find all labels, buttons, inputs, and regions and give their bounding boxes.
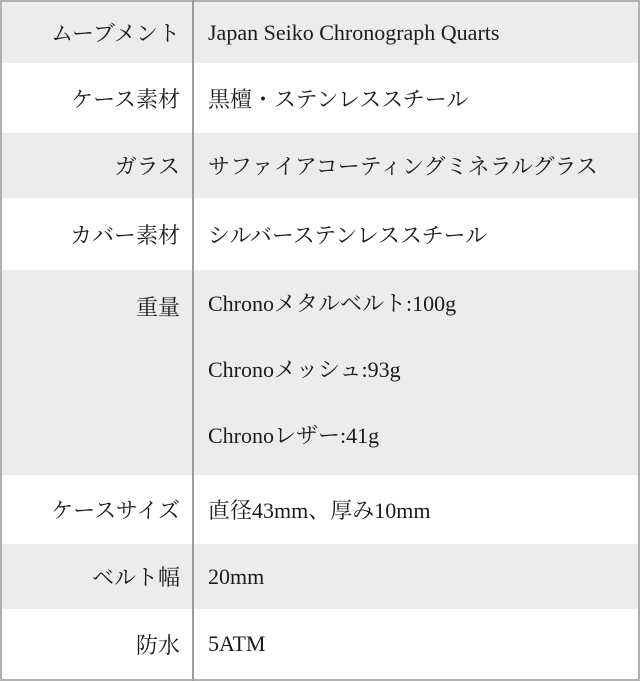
spec-value-movement: Japan Seiko Chronograph Quarts <box>208 19 500 45</box>
spec-label-water-resistance: 防水 <box>1 609 193 680</box>
spec-row-water-resistance <box>1 609 639 680</box>
weight-line-leather: Chronoレザー:41g <box>208 423 380 448</box>
spec-row-belt-width <box>1 544 639 609</box>
spec-label-cover-material: カバー素材 <box>1 198 193 270</box>
spec-value-water-resistance: 5ATM <box>208 631 266 656</box>
spec-label-case-size: ケースサイズ <box>1 475 193 544</box>
spec-row-cover-material <box>1 198 639 270</box>
spec-row-movement <box>1 1 639 63</box>
spec-value-case-size: 直径43mm、厚み10mm <box>208 498 431 523</box>
spec-label-glass: ガラス <box>1 133 193 198</box>
spec-value-belt-width: 20mm <box>208 563 265 589</box>
spec-value-glass: サファイアコーティングミネラルグラス <box>208 154 598 179</box>
spec-value-case-material: 黒檀・ステンレススチール <box>208 86 469 112</box>
spec-label-belt-width: ベルト幅 <box>1 544 193 609</box>
spec-row-glass <box>1 133 639 198</box>
spec-value-cover-material: シルバーステンレススチール <box>208 222 488 248</box>
weight-line-metal-belt: Chronoメタルベルト:100g <box>208 291 457 316</box>
spec-label-movement: ムーブメント <box>1 1 193 63</box>
spec-row-weight <box>1 270 639 475</box>
spec-row-case-material <box>1 63 639 133</box>
spec-value-weight <box>193 270 639 475</box>
spec-row-case-size <box>1 475 639 544</box>
spec-label-case-material: ケース素材 <box>1 63 193 133</box>
spec-label-weight: 重量 <box>1 270 193 475</box>
weight-line-mesh: Chronoメッシュ:93g <box>208 357 401 382</box>
